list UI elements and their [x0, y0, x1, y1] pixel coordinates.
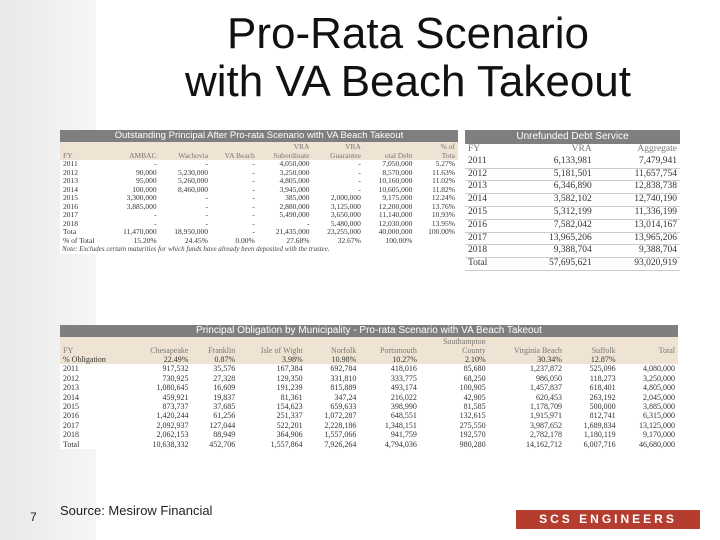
table-cell: Norfolk	[330, 346, 357, 355]
table-cell: 2016	[468, 219, 487, 230]
table-cell: -	[154, 218, 157, 228]
table-cell: 4,080,000	[643, 364, 675, 374]
table-cell: 2015	[63, 193, 78, 202]
table-cell: otal Debt	[384, 151, 413, 160]
table-cell: -	[252, 167, 255, 177]
table-cell: 6,133,981	[553, 155, 592, 166]
table-cell: 95,000	[135, 176, 157, 185]
table-cell: 7,479,941	[639, 155, 677, 166]
table-cell: 3,125,000	[330, 201, 361, 211]
table-cell: 88,949	[213, 430, 236, 440]
table-cell: 2,782,178	[529, 430, 562, 440]
data-table	[60, 337, 678, 449]
table-cell: 118,273	[589, 373, 616, 383]
table-cell: -	[252, 159, 255, 168]
table-cell	[306, 337, 360, 346]
table-row	[60, 393, 678, 402]
table-cell: 7,050,000	[382, 159, 413, 168]
table-row	[60, 383, 678, 392]
table-cell	[108, 142, 159, 151]
table-row	[60, 402, 678, 411]
table-cell: 13,965,206	[634, 232, 677, 243]
table-cell: 12,030,000	[378, 218, 413, 228]
table-cell	[359, 337, 420, 346]
table-cell: 93,020,919	[634, 258, 677, 269]
table-cell: 100.00%	[428, 227, 455, 236]
table-cell: 13,014,167	[634, 219, 677, 230]
table-cell: 100.00%	[385, 235, 413, 245]
table-cell: 192,570	[459, 430, 486, 440]
table-cell: 2017	[63, 420, 79, 430]
table-cell: 522,201	[276, 420, 303, 430]
table-cell: 2011	[63, 364, 79, 374]
slide-title	[96, 10, 720, 106]
table-cell: 2015	[63, 402, 79, 412]
table-cell: 5,260,000	[178, 176, 209, 185]
total-row	[60, 440, 678, 449]
table-row	[465, 168, 680, 181]
table-cell: -	[205, 210, 209, 219]
table-cell: VA Beach	[224, 151, 255, 160]
table-cell: 2011	[468, 155, 487, 166]
table-cell	[364, 142, 415, 151]
table-cell: 2,062,153	[156, 430, 189, 440]
table-row	[60, 421, 678, 430]
table-cell: 13,965,206	[548, 232, 592, 243]
table-heading: Outstanding Principal After Pro-rata Scenario with VA Beach Takeout	[60, 130, 458, 142]
table-cell: -	[205, 159, 209, 168]
table-cell: 3,945,000	[279, 184, 310, 194]
table-cell: -	[154, 159, 157, 168]
table-cell: 5.27%	[435, 159, 455, 168]
table-cell: 1,557,066	[324, 430, 357, 440]
table-cell: 2,092,937	[156, 420, 189, 430]
table-cell: -	[252, 201, 255, 211]
table-cell: 16,609	[213, 383, 236, 393]
table-cell: 10.98%	[331, 355, 357, 364]
table-cell: % of	[440, 142, 455, 151]
table-cell: 6,315,000	[643, 411, 675, 421]
table-cell: 2013	[468, 181, 487, 192]
total-row	[465, 258, 680, 271]
table-cell: 941,759	[390, 430, 417, 440]
table-row	[465, 245, 680, 258]
percent-row	[60, 355, 678, 364]
table-cell: 3,885,000	[643, 402, 675, 412]
table-cell: 364,906	[276, 430, 303, 440]
table-cell: 3,987,652	[529, 420, 562, 430]
table-cell: 2017	[468, 232, 487, 243]
table-note: Note: Excludes certain maturities for which funds have already been deposited with the trustee.	[62, 245, 330, 253]
table-cell: 90,000	[135, 167, 157, 177]
table-cell: 0.87%	[214, 355, 236, 364]
table-cell: 1,457,837	[529, 383, 562, 393]
table-cell: 2015	[468, 206, 487, 217]
table-cell: 9,388,704	[553, 245, 592, 256]
table-cell: 23,255,000	[327, 227, 361, 236]
table-cell: 986,050	[535, 373, 562, 383]
table-cell: 15.20%	[133, 235, 157, 245]
table-cell: 917,532	[162, 364, 189, 374]
table-cell: Tota	[441, 151, 455, 160]
data-table	[465, 144, 680, 271]
table-cell: 9,170,000	[643, 430, 675, 440]
table-row	[465, 206, 680, 219]
table-cell: 398,990	[390, 402, 417, 412]
table-cell: Southampton	[442, 337, 486, 346]
table-cell	[60, 337, 129, 346]
table-cell: 452,706	[209, 439, 236, 449]
table-cell: 1,080,645	[156, 383, 189, 393]
table-cell: 618,401	[589, 383, 616, 393]
table-cell: 1,237,872	[529, 364, 562, 374]
table-cell: 10.93%	[431, 210, 455, 219]
table-heading: Principal Obligation by Municipality - Pro-rata Scenario with VA Beach Takeout	[60, 325, 678, 337]
table-cell: 127,044	[209, 420, 236, 430]
table-cell: Aggregate	[637, 144, 677, 154]
table-cell: Tota	[63, 227, 77, 236]
table-cell: 333,775	[390, 373, 417, 383]
table-cell: 11,470,000	[123, 227, 157, 236]
table-cell: 191,239	[276, 383, 303, 393]
table-cell: FY	[63, 151, 73, 160]
table-cell: 8,460,000	[178, 184, 209, 194]
table-cell: 10,638,332	[152, 439, 189, 449]
table-cell: 5,312,199	[553, 206, 592, 217]
data-table	[60, 142, 458, 245]
table-cell: 5,480,000	[330, 218, 361, 228]
table-cell: 4,050,000	[279, 159, 310, 168]
table-cell: 980,280	[459, 439, 486, 449]
table-cell: 4,805,000	[643, 383, 675, 393]
table-cell: 5,230,000	[178, 167, 209, 177]
table-cell: 873,737	[162, 402, 189, 412]
table-cell: 4,794,036	[384, 439, 417, 449]
table-cell: 1,915,971	[529, 411, 562, 421]
table-cell: 1,689,834	[583, 420, 616, 430]
table-cell: 11.82%	[432, 184, 455, 194]
table-cell: 11.02%	[432, 176, 455, 185]
table-cell: 2014	[63, 392, 79, 402]
table-cell: 2,045,000	[643, 392, 675, 402]
percent-row	[60, 237, 458, 246]
table-cell: 2018	[63, 430, 79, 440]
table-cell: 659,633	[330, 402, 357, 412]
table-cell: Wachovia	[178, 151, 209, 160]
table-cell: 10.27%	[392, 355, 417, 364]
table-cell	[619, 337, 678, 346]
table-cell: 11,140,000	[378, 210, 413, 219]
table-row	[465, 156, 680, 168]
table-cell: 2017	[63, 210, 78, 219]
table-cell: 24.45%	[184, 235, 209, 245]
table-cell: 3,250,000	[279, 167, 310, 177]
table-cell: 263,192	[589, 392, 616, 402]
table-cell: Subordinate	[273, 151, 310, 160]
table-cell: 100,905	[459, 383, 486, 393]
company-logo: SCS ENGINEERS	[516, 510, 700, 529]
table-cell: 40,000,000	[378, 227, 413, 236]
table-cell: 27,328	[213, 373, 236, 383]
table-cell: % of Total	[63, 235, 95, 245]
table-cell: 385,000	[285, 193, 310, 202]
table-cell: 3.98%	[281, 355, 303, 364]
table-cell: 418,016	[390, 364, 417, 374]
table-cell: 46,680,000	[639, 439, 675, 449]
table-cell: 2013	[63, 383, 79, 393]
table-cell: 18,950,000	[174, 227, 209, 236]
title-line-1: Pro-Rata Scenario	[227, 9, 589, 58]
table-cell: 32.67%	[337, 235, 361, 245]
table-cell: Total	[468, 258, 488, 269]
table-cell: 37,685	[213, 402, 236, 412]
table-cell: 12.87%	[590, 355, 616, 364]
table-cell: -	[252, 227, 255, 236]
table-cell: 4,805,000	[279, 176, 310, 185]
table-cell: -	[154, 210, 157, 219]
table-cell: 12.24%	[431, 193, 455, 202]
table-cell: 35,576	[213, 364, 236, 374]
table-cell: 8,570,000	[382, 167, 413, 177]
table-cell: 81,361	[280, 392, 303, 402]
table-cell: 10,160,000	[378, 176, 413, 185]
table-cell: 85,680	[463, 364, 486, 374]
table-cell: 1,557,864	[270, 439, 303, 449]
table-cell: 81,585	[463, 402, 486, 412]
table-cell: 6,346,890	[553, 181, 592, 192]
table-cell: -	[205, 193, 209, 202]
table-cell: 1,420,244	[156, 411, 189, 421]
table-cell: 331,810	[330, 373, 357, 383]
table-cell: 5,181,501	[553, 168, 592, 179]
table-cell: 1,178,709	[529, 402, 562, 412]
table-cell: AMBAC	[129, 151, 157, 160]
table-cell: 27.68%	[286, 235, 310, 245]
table-cell: VRA	[345, 142, 361, 151]
table-cell: 57,695,621	[548, 258, 592, 269]
table-cell: -	[205, 201, 209, 211]
table-cell: 2016	[63, 201, 78, 211]
table-cell: 30.34%	[537, 355, 562, 364]
table-cell: 10,605,000	[378, 184, 413, 194]
table-cell: 167,384	[276, 364, 303, 374]
table-cell: 730,925	[162, 373, 189, 383]
table-cell: 2012	[468, 168, 487, 179]
table-cell: 2014	[468, 194, 487, 205]
table-cell	[619, 355, 678, 364]
municipality-obligation-table	[60, 325, 678, 449]
table-cell: 11,336,199	[634, 206, 677, 217]
table-cell: 812,741	[589, 411, 616, 421]
table-cell: Franklin	[208, 346, 236, 355]
table-cell: 3,885,000	[126, 201, 157, 211]
table-cell: 216,022	[390, 392, 417, 402]
table-cell: Portsmouth	[380, 346, 417, 355]
table-cell: County	[462, 346, 486, 355]
table-cell: 14,162,712	[525, 439, 562, 449]
table-cell: 154,623	[276, 402, 303, 412]
table-cell	[238, 337, 305, 346]
table-cell: 275,550	[459, 420, 486, 430]
table-cell	[565, 337, 619, 346]
table-cell: 2016	[63, 411, 79, 421]
header-row	[60, 142, 458, 151]
table-row	[60, 411, 678, 420]
table-cell: 12,838,738	[634, 181, 677, 192]
table-cell: 648,551	[390, 411, 417, 421]
table-cell: Total	[658, 346, 675, 355]
table-cell: 5,490,000	[279, 210, 310, 219]
table-cell: Isle of Wight	[260, 346, 303, 355]
table-cell: 493,174	[390, 383, 417, 393]
table-cell	[160, 142, 211, 151]
table-cell: -	[358, 167, 361, 177]
header-row	[60, 337, 678, 346]
table-cell: % Obligation	[63, 355, 106, 364]
table-cell: -	[252, 218, 255, 228]
unrefunded-debt-table	[465, 130, 680, 271]
table-row	[60, 374, 678, 383]
table-cell: 2018	[63, 218, 78, 228]
table-cell: 1,072,287	[324, 411, 357, 421]
table-cell: -	[252, 210, 255, 219]
header-row	[465, 144, 680, 156]
table-cell: 22.49%	[163, 355, 189, 364]
table-cell: 61,256	[213, 411, 236, 421]
table-cell	[129, 337, 191, 346]
table-row	[60, 364, 678, 373]
table-cell: -	[252, 193, 255, 202]
table-cell: 2011	[63, 159, 78, 168]
table-cell: 7,582,042	[553, 219, 592, 230]
table-cell: 2012	[63, 167, 78, 177]
table-cell: Suffolk	[591, 346, 616, 355]
table-cell: 3,650,000	[330, 210, 361, 219]
table-row	[60, 430, 678, 439]
table-cell: 2013	[63, 176, 78, 185]
table-cell: -	[358, 184, 361, 194]
table-cell: 2018	[468, 245, 487, 256]
table-cell: 13.95%	[431, 218, 455, 228]
table-cell: 19,837	[213, 392, 236, 402]
table-cell	[60, 142, 108, 151]
table-cell: 347,24	[334, 392, 357, 402]
table-cell: -	[252, 184, 255, 194]
table-cell: 2.10%	[464, 355, 486, 364]
table-cell: FY	[468, 144, 481, 154]
table-cell: 12,740,190	[634, 194, 677, 205]
table-cell: 68,250	[463, 373, 486, 383]
table-cell: 42,905	[463, 392, 486, 402]
table-cell: 132,615	[459, 411, 486, 421]
table-cell: -	[358, 159, 361, 168]
table-cell: 2014	[63, 184, 78, 194]
source-text: Source: Mesirow Financial	[60, 503, 213, 518]
table-cell: -	[205, 218, 209, 228]
table-cell: 3,582,102	[553, 194, 592, 205]
table-row	[465, 181, 680, 194]
table-heading: Unrefunded Debt Service	[465, 130, 680, 144]
table-cell: Chesapeake	[150, 346, 189, 355]
table-cell: 9,175,000	[382, 193, 413, 202]
table-cell: 129,350	[276, 373, 303, 383]
table-cell: 1,180,119	[583, 430, 616, 440]
table-cell: Total	[63, 439, 80, 449]
table-cell: 2,000,000	[330, 193, 361, 202]
table-cell: -	[306, 218, 310, 228]
table-cell: 12,200,000	[378, 201, 413, 211]
table-cell: 1,348,151	[384, 420, 417, 430]
table-cell: VRA	[571, 144, 592, 154]
outstanding-principal-table	[60, 130, 458, 254]
table-row	[465, 219, 680, 232]
table-cell: 0.00%	[235, 235, 255, 245]
table-cell: 11,657,754	[634, 168, 677, 179]
table-cell: 100,000	[132, 184, 157, 194]
table-cell	[489, 337, 565, 346]
table-cell: Guarantee	[330, 151, 361, 160]
table-cell: 6,007,716	[583, 439, 616, 449]
table-cell: 620,453	[535, 392, 562, 402]
table-cell: 3,250,000	[643, 373, 675, 383]
table-cell: 525,096	[589, 364, 616, 374]
table-cell: Virginia Beach	[513, 346, 562, 355]
table-cell: 2012	[63, 373, 79, 383]
table-cell: 2,228,186	[324, 420, 357, 430]
table-cell	[191, 337, 238, 346]
table-cell: -	[358, 176, 361, 185]
table-cell: 500,000	[589, 402, 616, 412]
header-row	[60, 346, 678, 355]
table-cell: 7,926,264	[324, 439, 357, 449]
table-cell: 815,889	[330, 383, 357, 393]
slide-number: 7	[30, 510, 37, 524]
table-cell: FY	[63, 346, 74, 355]
side-stripe	[0, 0, 96, 540]
table-cell: 2,880,000	[279, 201, 310, 211]
table-cell: 13,125,000	[639, 420, 675, 430]
table-cell: 13.76%	[431, 201, 455, 211]
table-cell: 459,921	[162, 392, 189, 402]
table-cell: 251,337	[276, 411, 303, 421]
table-cell: -	[252, 176, 255, 185]
table-cell: 9,388,704	[639, 245, 677, 256]
table-cell: 692,784	[330, 364, 357, 374]
table-cell: 11.63%	[432, 167, 455, 177]
table-cell: 21,435,000	[275, 227, 310, 236]
table-cell	[415, 237, 458, 246]
table-cell: VRA	[293, 142, 310, 151]
table-cell	[211, 142, 258, 151]
title-line-2: with VA Beach Takeout	[185, 57, 631, 106]
table-row	[465, 194, 680, 207]
table-row	[465, 232, 680, 245]
table-cell: 3,300,000	[126, 193, 157, 202]
